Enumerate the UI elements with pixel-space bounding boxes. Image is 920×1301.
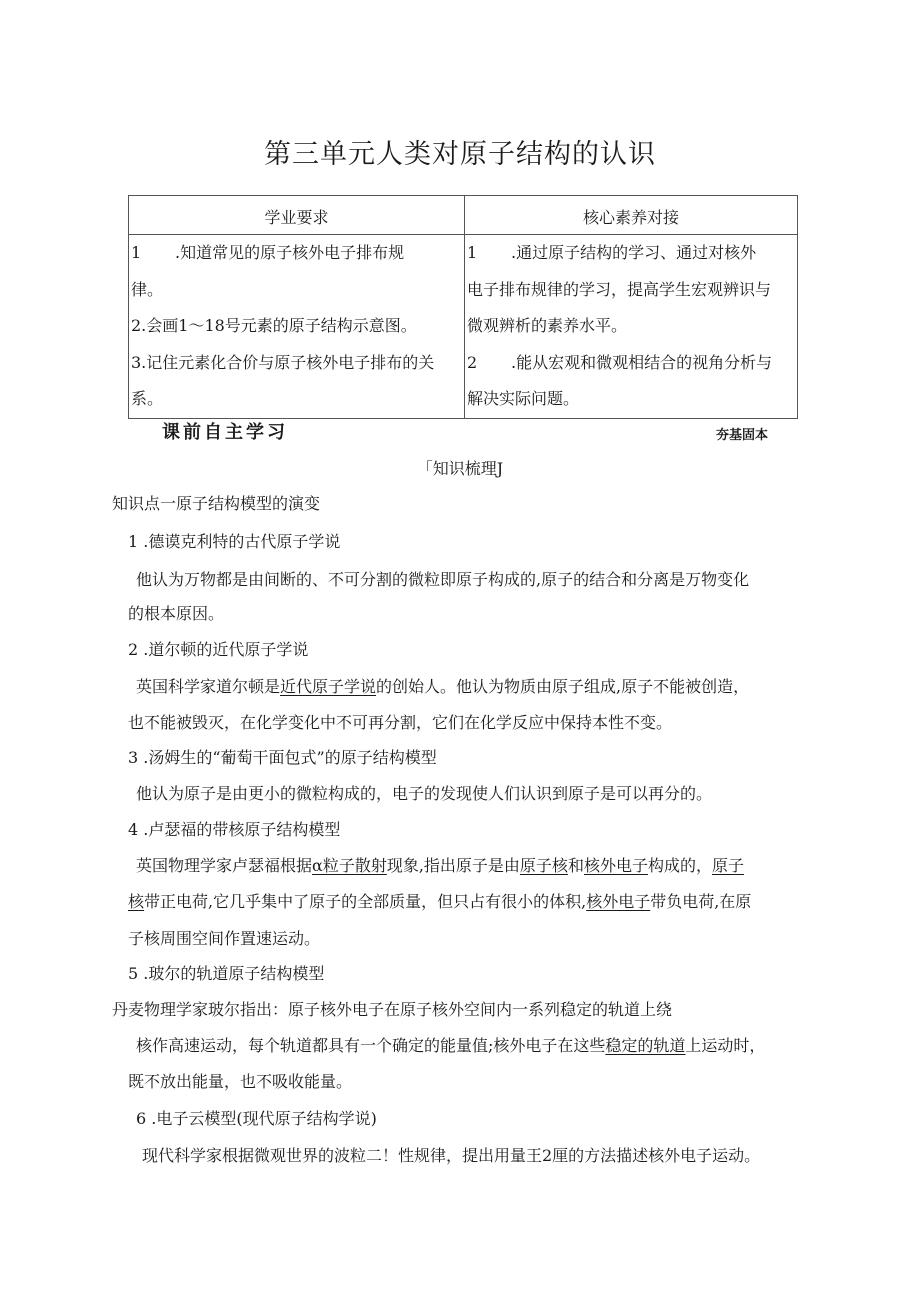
paragraph-1-line: 的根本原因。 xyxy=(128,604,225,623)
col1-line: 律。 xyxy=(131,279,164,299)
knowledge-point-title: 知识点一原子结构模型的演变 xyxy=(112,494,321,513)
heading-5: 5 .玻尔的轨道原子结构模型 xyxy=(128,964,325,983)
col1-header: 学业要求 xyxy=(129,196,465,235)
col1-line: 2.会画1～18号元素的原子结构示意图。 xyxy=(131,316,417,335)
col2-line: 2 .能从宏观和微观相结合的视角分析与 xyxy=(467,352,773,372)
paragraph-4-line: 子核周围空间作置速运动。 xyxy=(128,929,321,948)
paragraph-5-line: 丹麦物理学家玻尔指出：原子核外电子在原子核外空间内一系列稳定的轨道上绕 xyxy=(112,1000,673,1019)
paragraph-6-line: 现代科学家根据微观世界的波粒二！性规律，提出用量王2厘的方法描述核外电子运动。 xyxy=(142,1146,761,1165)
col1-line: 1 .知道常见的原子核外电子排布规 xyxy=(131,243,405,262)
paragraph-2-line: 也不能被毁灭，在化学变化中不可再分割，它们在化学反应中保持本性不变。 xyxy=(128,713,673,732)
col1-line: 系。 xyxy=(131,389,164,408)
paragraph-3-line: 他认为原子是由更小的微粒构成的，电子的发现使人们认识到原子是可以再分的。 xyxy=(136,784,713,803)
col2-line: 1 .通过原子结构的学习、通过对核外 xyxy=(467,243,757,262)
paragraph-1-line: 他认为万物都是由间断的、不可分割的微粒即原子构成的,原子的结合和分离是万物变化 xyxy=(136,570,750,589)
paragraph-4-line: 核带正电荷,它几乎集中了原子的全部质量，但只占有很小的体积,核外电子带负电荷,在原 xyxy=(128,892,752,911)
heading-4: 4 .卢瑟福的带核原子结构模型 xyxy=(128,820,341,839)
section-title: 课前自主学习 xyxy=(162,422,288,443)
heading-6: 6 .电子云模型(现代原子结构学说) xyxy=(136,1109,377,1128)
paragraph-5-line: 核作高速运动，每个轨道都具有一个确定的能量值;核外电子在这些稳定的轨道上运动时， xyxy=(136,1036,766,1055)
col2-line: 电子排布规律的学习，提高学生宏观辨识与 xyxy=(467,279,772,299)
paragraph-2-line: 英国科学家道尔顿是近代原子学说的创始人。他认为物质由原子组成,原子不能被创造， xyxy=(136,677,750,696)
heading-1: 1 .德谟克利特的古代原子学说 xyxy=(128,532,341,551)
col2-line: 解决实际问题。 xyxy=(467,389,580,408)
col2-header: 核心素养对接 xyxy=(465,196,798,235)
heading-3: 3 .汤姆生的“葡萄干面包式”的原子结构模型 xyxy=(128,748,437,767)
page-title: 第三单元人类对原子结构的认识 xyxy=(264,139,656,170)
requirements-table xyxy=(128,195,798,419)
paragraph-4-line: 英国物理学家卢瑟福根据α粒子散射现象,指出原子是由原子核和核外电子构成的，原子 xyxy=(136,856,744,875)
paragraph-5-line: 既不放出能量，也不吸收能量。 xyxy=(128,1072,353,1091)
section-tag: 夯基固本 xyxy=(716,428,769,443)
col2-content xyxy=(465,235,798,419)
col1-content xyxy=(129,235,465,419)
col1-line: 3.记住元素化合价与原子核外电子排布的关 xyxy=(131,352,435,372)
col2-line: 微观辨析的素养水平。 xyxy=(467,316,628,335)
heading-2: 2 .道尔顿的近代原子学说 xyxy=(128,640,309,659)
subsection-title: 「知识梳理J xyxy=(416,459,504,478)
